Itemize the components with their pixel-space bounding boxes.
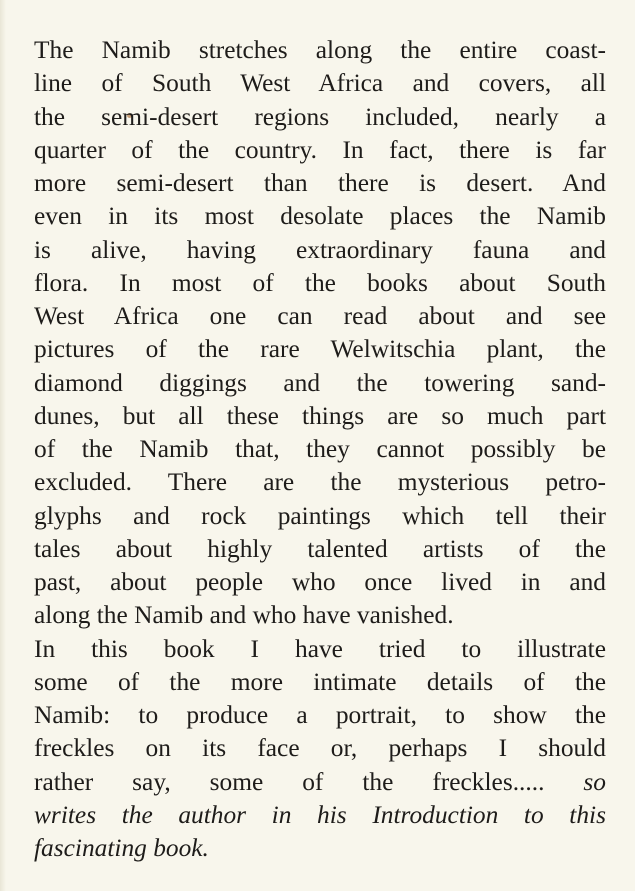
text-line: more semi-desert than there is desert. And: [34, 169, 606, 197]
text-line: freckles on its face or, perhaps I should: [34, 734, 606, 763]
text-line: line of South West Africa and covers, all: [34, 69, 606, 98]
text-line: West Africa one can read about and see: [34, 302, 606, 330]
text-line: glyphs and rock paintings which tell their: [34, 501, 606, 530]
text-line: along the Namib and who have vanished.: [34, 601, 454, 630]
text-line: of the Namib that, they cannot possibly be: [34, 435, 606, 463]
text-line: excluded. There are the mysterious petro-: [34, 468, 606, 497]
text-roman: rather say, some of the freckles.....: [34, 767, 545, 796]
attribution-line: fascinating book.: [34, 834, 209, 862]
text-line: dunes, but all these things are so much part: [34, 401, 606, 430]
text-line: flora. In most of the books about South: [34, 268, 606, 297]
text-line: even in its most desolate places the Namib: [34, 202, 606, 231]
text-line: tales about highly talented artists of the: [34, 534, 606, 563]
text-line: is alive, having extraordinary fauna and: [34, 235, 606, 264]
text-italic: so: [583, 767, 606, 796]
text-line: past, about people who once lived in and: [34, 568, 606, 596]
introduction-text: [34, 34, 606, 865]
text-line: The Namib stretches along the entire coast-: [34, 36, 606, 64]
text-line: diamond diggings and the towering sand-: [34, 368, 606, 397]
text-line: some of the more intimate details of the: [34, 667, 606, 696]
paragraph-namib-description: [34, 34, 606, 633]
attribution-line: writes the author in his Introduction to this: [34, 800, 606, 829]
text-line: quarter of the country. In fact, there is far: [34, 135, 606, 164]
text-line: pictures of the rare Welwitschia plant, the: [34, 335, 606, 364]
page-edge-shadow: [0, 0, 6, 891]
paragraph-author-intent: [34, 633, 606, 866]
text-line: In this book I have tried to illustrate: [34, 634, 606, 663]
text-line: the semi-desert regions included, nearly a: [34, 102, 606, 131]
text-line-mixed: [34, 766, 606, 799]
text-line: Namib: to produce a portrait, to show the: [34, 701, 606, 729]
